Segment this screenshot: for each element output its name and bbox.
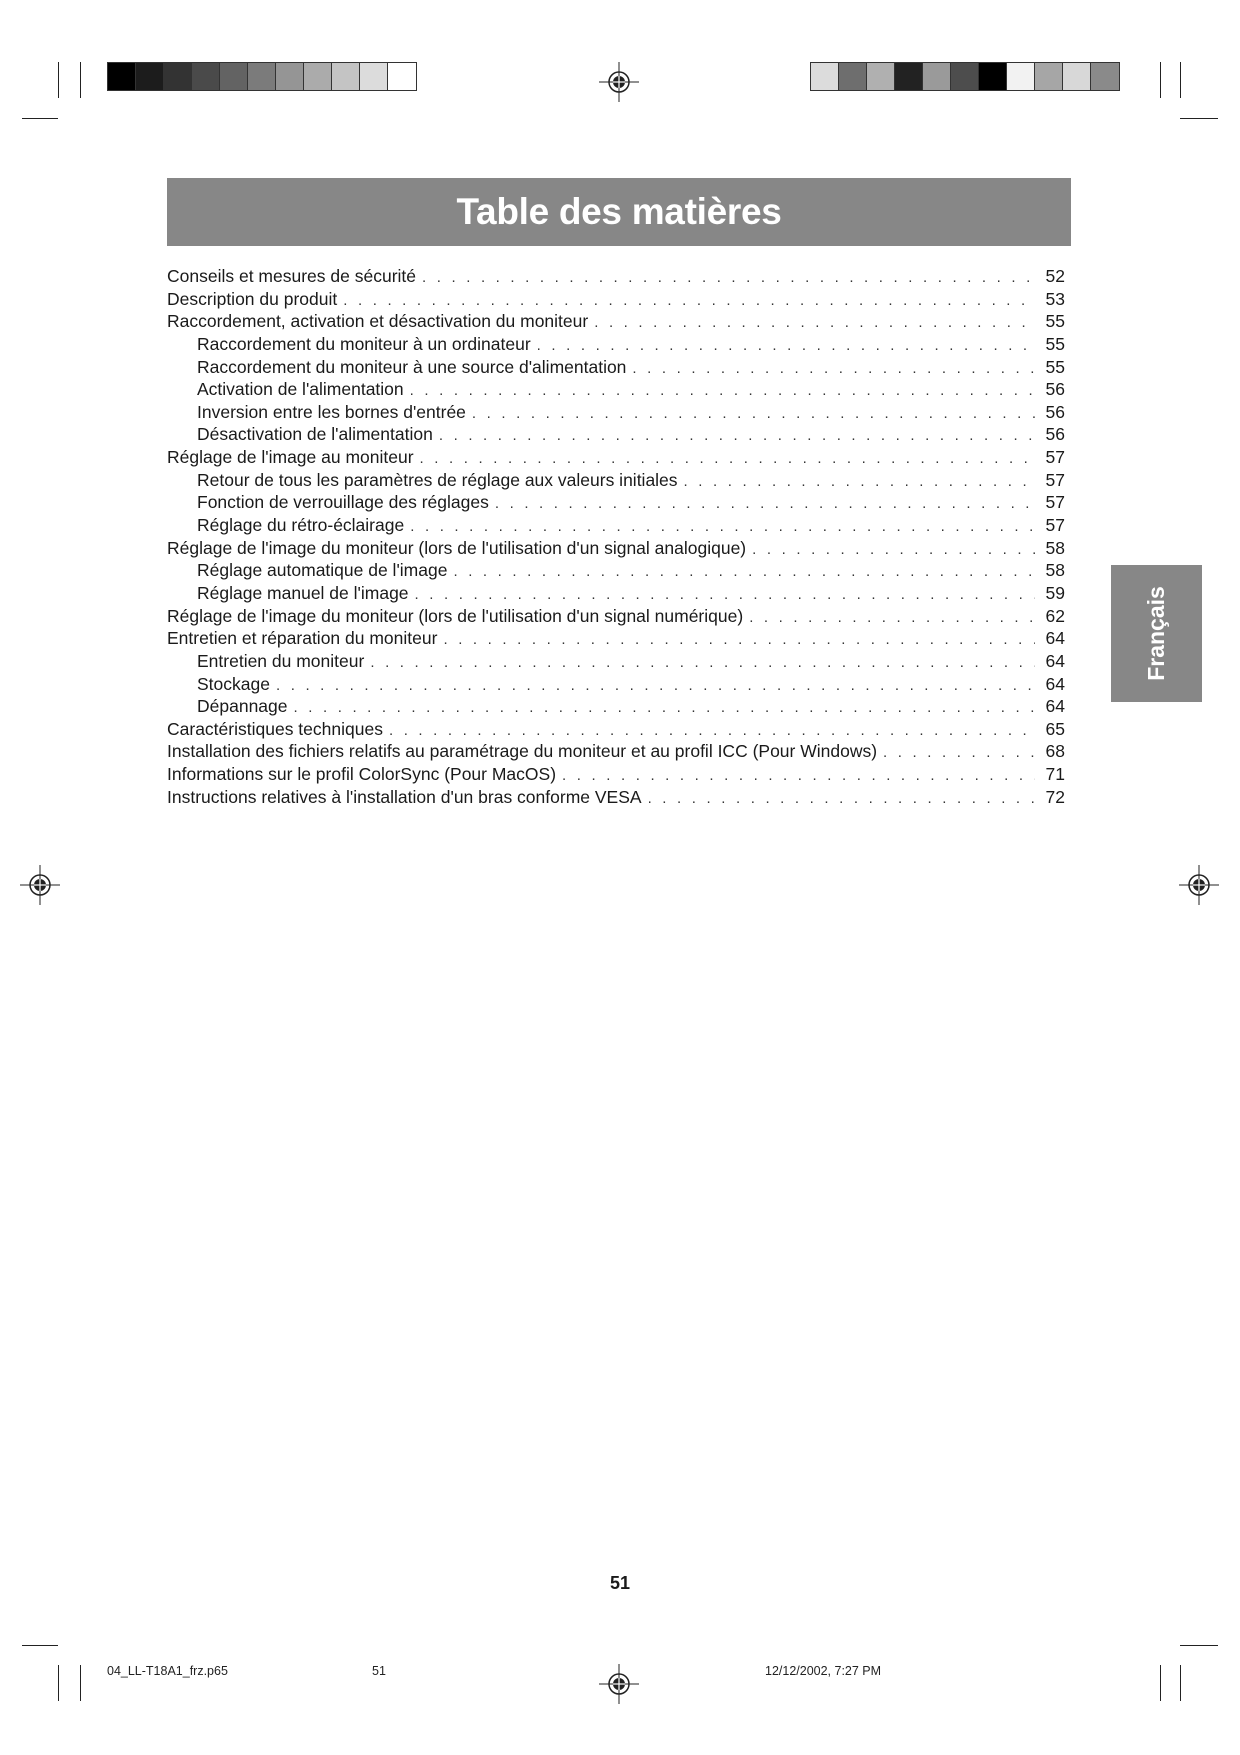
toc-leader-dots	[752, 539, 1035, 562]
toc-entry-title: Inversion entre les bornes d'entrée	[197, 401, 466, 422]
toc-entry-title: Réglage automatique de l'image	[197, 560, 448, 581]
color-swatch	[895, 63, 923, 90]
toc-entry-page: 68	[1045, 741, 1065, 762]
toc-entry	[167, 763, 1065, 786]
color-bar-left	[107, 62, 417, 91]
toc-entry-title: Raccordement, activation et désactivation du moniteur	[167, 311, 589, 332]
toc-entry-title: Raccordement du moniteur à une source d'alimentation	[197, 356, 627, 377]
toc-entry-title: Réglage de l'image du moniteur (lors de l'utilisation d'un signal numérique)	[167, 605, 744, 626]
toc-entry	[167, 740, 1065, 763]
toc-entry-page: 53	[1045, 288, 1065, 309]
color-swatch	[360, 63, 388, 90]
toc-entry-title: Caractéristiques techniques	[167, 718, 383, 739]
color-swatch	[1035, 63, 1063, 90]
toc-entry	[167, 423, 1065, 446]
toc-entry-page: 59	[1045, 582, 1065, 603]
toc-entry	[167, 537, 1065, 560]
toc-entry	[167, 695, 1065, 718]
toc-leader-dots	[883, 742, 1035, 765]
toc-entry-title: Installation des fichiers relatifs au paramétrage du moniteur et au profil ICC (Pour Windows)	[167, 741, 878, 762]
toc-entry-title: Réglage de l'image au moniteur	[167, 447, 414, 468]
toc-leader-dots	[537, 335, 1035, 358]
color-swatch	[136, 63, 164, 90]
toc-leader-dots	[749, 607, 1035, 630]
table-of-contents	[167, 265, 1065, 808]
toc-entry-title: Réglage manuel de l'image	[197, 582, 409, 603]
toc-leader-dots	[453, 561, 1035, 584]
toc-entry-page: 64	[1045, 628, 1065, 649]
toc-entry	[167, 673, 1065, 696]
registration-mark-icon	[599, 1664, 639, 1704]
toc-leader-dots	[684, 471, 1035, 494]
toc-entry-title: Entretien du moniteur	[197, 650, 365, 671]
color-swatch	[220, 63, 248, 90]
toc-entry	[167, 378, 1065, 401]
toc-leader-dots	[439, 425, 1035, 448]
toc-entry-page: 57	[1045, 469, 1065, 490]
crop-mark	[80, 62, 81, 98]
toc-entry-page: 57	[1045, 515, 1065, 536]
color-swatch	[1063, 63, 1091, 90]
color-swatch	[1007, 63, 1035, 90]
footer-date: 12/12/2002, 7:27 PM	[765, 1664, 882, 1678]
crop-mark	[80, 1665, 81, 1701]
toc-entry-page: 72	[1045, 786, 1065, 807]
color-bar-right	[810, 62, 1120, 91]
toc-leader-dots	[276, 675, 1035, 698]
toc-entry-page: 64	[1045, 650, 1065, 671]
page-number: 51	[609, 1573, 631, 1593]
toc-entry-title: Réglage de l'image du moniteur (lors de l'utilisation d'un signal analogique)	[167, 537, 747, 558]
toc-entry	[167, 627, 1065, 650]
toc-leader-dots	[343, 290, 1035, 313]
toc-entry-title: Raccordement du moniteur à un ordinateur	[197, 333, 531, 354]
toc-leader-dots	[594, 312, 1035, 335]
toc-entry-page: 58	[1045, 560, 1065, 581]
toc-entry	[167, 356, 1065, 379]
page-title: Table des matières	[456, 191, 782, 232]
crop-mark	[1180, 118, 1218, 119]
toc-entry-page: 57	[1045, 447, 1065, 468]
toc-entry-page: 52	[1045, 266, 1065, 286]
toc-entry	[167, 265, 1065, 288]
toc-entry-page: 64	[1045, 696, 1065, 717]
crop-mark	[22, 118, 58, 119]
crop-mark	[58, 1665, 59, 1701]
crop-mark	[58, 62, 59, 98]
toc-leader-dots	[420, 448, 1035, 471]
color-swatch	[304, 63, 332, 90]
language-tab	[1111, 565, 1202, 702]
toc-leader-dots	[410, 380, 1035, 403]
toc-entry-title: Fonction de verrouillage des réglages	[197, 492, 489, 513]
toc-entry-page: 64	[1045, 673, 1065, 694]
toc-entry-title: Réglage du rétro-éclairage	[197, 515, 405, 536]
toc-entry	[167, 605, 1065, 628]
toc-entry-title: Désactivation de l'alimentation	[197, 424, 433, 445]
toc-leader-dots	[632, 358, 1035, 381]
registration-mark-icon	[1179, 865, 1219, 905]
toc-leader-dots	[495, 493, 1035, 516]
toc-leader-dots	[443, 629, 1035, 652]
toc-entry-page: 57	[1045, 492, 1065, 513]
toc-entry	[167, 650, 1065, 673]
color-swatch	[276, 63, 304, 90]
crop-mark	[1180, 62, 1181, 98]
toc-entry-title: Stockage	[197, 673, 270, 694]
crop-mark	[1180, 1645, 1218, 1646]
toc-entry	[167, 401, 1065, 424]
toc-leader-dots	[415, 584, 1035, 607]
toc-entry-title: Entretien et réparation du moniteur	[167, 628, 438, 649]
toc-leader-dots	[472, 403, 1035, 426]
toc-leader-dots	[370, 652, 1035, 675]
toc-entry	[167, 491, 1065, 514]
footer-filename: 04_LL-T18A1_frz.p65	[107, 1664, 228, 1678]
crop-mark	[1160, 1665, 1161, 1701]
toc-entry	[167, 786, 1065, 809]
crop-mark	[1180, 1665, 1181, 1701]
toc-entry	[167, 288, 1065, 311]
crop-mark	[1160, 62, 1161, 98]
toc-leader-dots	[410, 516, 1035, 539]
color-swatch	[108, 63, 136, 90]
toc-entry-page: 56	[1045, 424, 1065, 445]
toc-entry	[167, 718, 1065, 741]
color-swatch	[951, 63, 979, 90]
toc-entry-page: 56	[1045, 379, 1065, 400]
toc-entry-title: Conseils et mesures de sécurité	[167, 266, 416, 286]
color-swatch	[164, 63, 192, 90]
color-swatch	[979, 63, 1007, 90]
toc-leader-dots	[422, 267, 1035, 290]
toc-entry	[167, 310, 1065, 333]
color-swatch	[811, 63, 839, 90]
color-swatch	[867, 63, 895, 90]
title-banner	[167, 178, 1071, 246]
color-swatch	[332, 63, 360, 90]
toc-entry-title: Retour de tous les paramètres de réglage aux valeurs initiales	[197, 469, 678, 490]
toc-entry	[167, 514, 1065, 537]
color-swatch	[923, 63, 951, 90]
toc-leader-dots	[294, 697, 1036, 720]
toc-entry-page: 65	[1045, 718, 1065, 739]
color-swatch	[192, 63, 220, 90]
toc-entry-title: Activation de l'alimentation	[197, 379, 404, 400]
registration-mark-icon	[20, 865, 60, 905]
toc-leader-dots	[389, 720, 1035, 743]
toc-entry-page: 56	[1045, 401, 1065, 422]
toc-entry-title: Dépannage	[197, 696, 288, 717]
toc-leader-dots	[648, 788, 1035, 811]
color-swatch	[1091, 63, 1119, 90]
toc-entry-title: Description du produit	[167, 288, 338, 309]
crop-mark	[22, 1645, 58, 1646]
toc-entry	[167, 333, 1065, 356]
toc-entry	[167, 469, 1065, 492]
color-swatch	[388, 63, 416, 90]
color-swatch	[248, 63, 276, 90]
toc-entry-page: 55	[1045, 356, 1065, 377]
toc-entry-title: Informations sur le profil ColorSync (Pour MacOS)	[167, 764, 557, 785]
footer-page: 51	[372, 1664, 386, 1678]
toc-entry-page: 55	[1045, 333, 1065, 354]
toc-entry	[167, 446, 1065, 469]
toc-entry-page: 55	[1045, 311, 1065, 332]
toc-entry-page: 71	[1045, 764, 1065, 785]
toc-leader-dots	[562, 765, 1035, 788]
language-tab-label: Français	[1143, 586, 1170, 681]
color-swatch	[839, 63, 867, 90]
toc-entry-page: 62	[1045, 605, 1065, 626]
toc-entry	[167, 582, 1065, 605]
toc-entry-page: 58	[1045, 537, 1065, 558]
registration-mark-icon	[599, 62, 639, 102]
toc-entry-title: Instructions relatives à l'installation d'un bras conforme VESA	[167, 786, 642, 807]
toc-entry	[167, 559, 1065, 582]
